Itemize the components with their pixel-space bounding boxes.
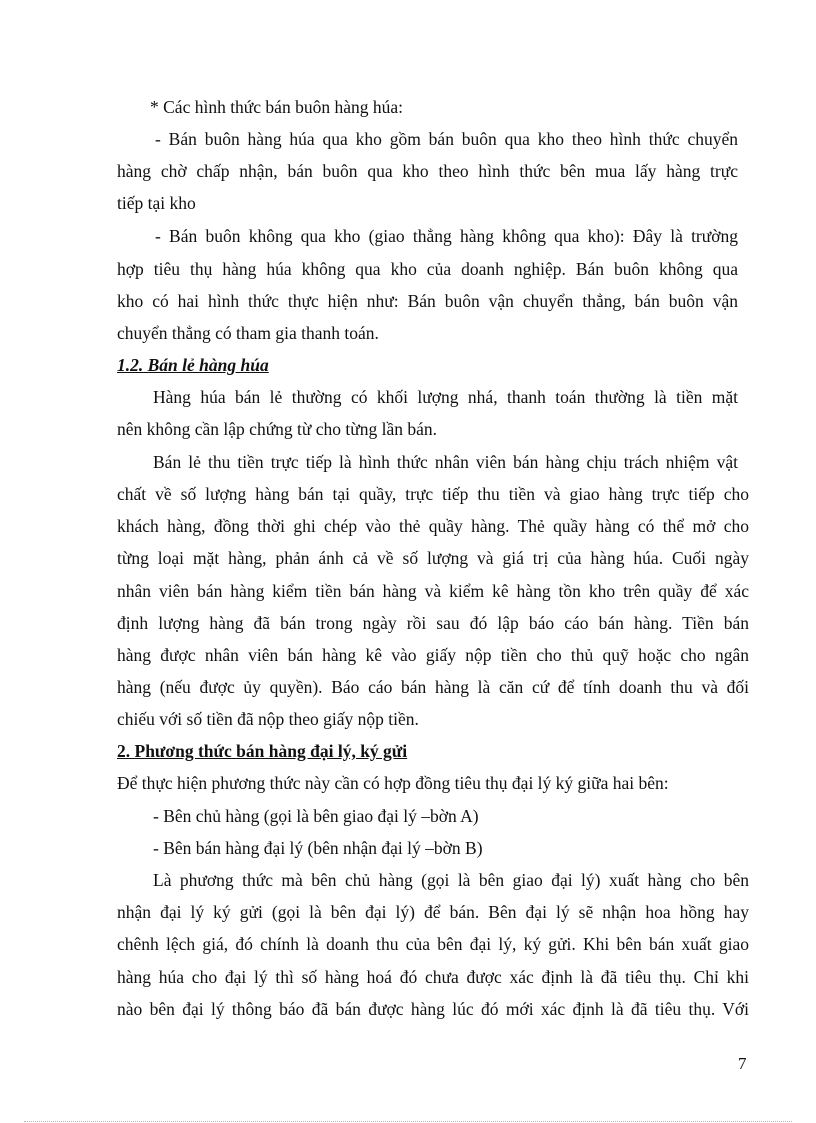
text-line: từng loại mặt hàng, phản ánh cả về số lượng và giá trị của hàng húa. Cuối ngày [117,548,749,568]
text-line: Bán lẻ thu tiền trực tiếp là hình thức nhân viên bán hàng chịu trách nhiệm vật [153,452,738,472]
section-heading: 1.2. Bán lẻ hàng húa [117,355,269,375]
text-line: hợp tiêu thụ hàng húa không qua kho của doanh nghiệp. Bán buôn không qua [117,259,738,279]
text-line: nên không cần lập chứng từ cho từng lần bán. [117,419,438,439]
section-heading: 2. Phương thức bán hàng đại lý, ký gửi [117,741,408,761]
text-line: hàng chờ chấp nhận, bán buôn qua kho theo hình thức bên mua lấy hàng trực [117,161,738,181]
list-item: - Bên bán hàng đại lý (bên nhận đại lý –bờn B) [153,838,483,858]
text-line: chênh lệch giá, đó chính là doanh thu của bên đại lý, ký gửi. Khi bên bán xuất giao [117,934,749,954]
text-line: nào bên đại lý thông báo đã bán được hàng lúc đó mới xác định là đã tiêu thụ. Với [117,999,749,1019]
text-line: - Bán buôn không qua kho (giao thẳng hàng không qua kho): Đây là trường [155,226,738,246]
text-line: kho có hai hình thức thực hiện như: Bán buôn vận chuyển thẳng, bán buôn vận [117,291,738,311]
text-line: Để thực hiện phương thức này cần có hợp đồng tiêu thụ đại lý ký giữa hai bên: [117,773,669,793]
text-line: hàng húa cho đại lý thì số hàng hoá đó chưa được xác định là đã tiêu thụ. Chỉ khi [117,967,749,987]
text-line: nhân viên bán hàng kiểm tiền bán hàng và kiểm kê hàng tồn kho trên quầy để xác [117,581,749,601]
text-line: hàng (nếu được ủy quyền). Báo cáo bán hàng là căn cứ để tính doanh thu và đối [117,677,749,697]
text-line: - Bán buôn hàng húa qua kho gồm bán buôn qua kho theo hình thức chuyển [155,129,738,149]
text-line: tiếp tại kho [117,193,196,213]
text-line: khách hàng, đồng thời ghi chép vào thẻ quầy hàng. Thẻ quầy hàng có thể mở cho [117,516,749,536]
text-line: chất về số lượng hàng bán tại quầy, trực tiếp thu tiền và giao hàng trực tiếp cho [117,484,749,504]
text-line: chiếu với số tiền đã nộp theo giấy nộp tiền. [117,709,419,729]
page-number: 7 [738,1054,747,1073]
text-line: định lượng hàng đã bán trong ngày rồi sau đó lập báo cáo bán hàng. Tiền bán [117,613,749,633]
text-line: chuyển thẳng có tham gia thanh toán. [117,323,379,343]
text-line: Là phương thức mà bên chủ hàng (gọi là bên giao đại lý) xuất hàng cho bên [153,870,749,890]
text-line: hàng được nhân viên bán hàng kê vào giấy nộp tiền cho thủ quỹ hoặc cho ngân [117,645,749,665]
list-item: - Bên chủ hàng (gọi là bên giao đại lý –bờn A) [153,806,479,826]
footer-divider [24,1121,792,1122]
text-line: nhận đại lý ký gửi (gọi là bên đại lý) để bán. Bên đại lý sẽ nhận hoa hồng hay [117,902,749,922]
text-line: Hàng húa bán lẻ thường có khối lượng nhá, thanh toán thường là tiền mặt [153,387,738,407]
text-line: * Các hình thức bán buôn hàng húa: [150,97,403,117]
